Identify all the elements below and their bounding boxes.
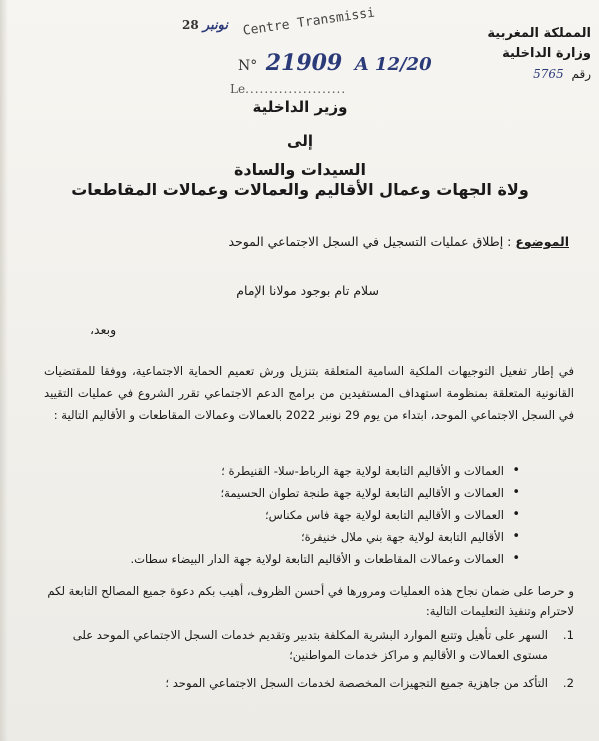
sender-title: وزير الداخلية (252, 98, 348, 116)
subject-line (49, 234, 569, 249)
greeting: سلام تام بوجود مولانا الإمام (236, 283, 379, 298)
instruction-text: التأكد من جاهزية جميع التجهيزات المخصصة لخدمات السجل الاجتماعي الموحد ؛ (165, 676, 548, 690)
stamp-le-label: Le (230, 82, 246, 96)
list-item (44, 625, 574, 665)
instructions-intro: و حرصا على ضمان نجاح هذه العمليات ومرورها في أحسن الظروف، أهيب بكم دعوة جميع المصالح التابعة لكم لاحترام وتنفيذ التعليمات التالية: (47, 584, 574, 618)
list-item: • العمالات و الأقاليم التابعة لولاية جهة فاس مكناس؛ (40, 504, 520, 526)
list-item: • الأقاليم التابعة لولاية جهة بني ملال خنيفرة؛ (40, 526, 520, 548)
after-greeting: وبعد، (90, 322, 117, 337)
list-item: • العمالات و الأقاليم التابعة لولاية جهة الرباط-سلا- القنيطرة ؛ (40, 460, 520, 482)
letterhead (481, 24, 591, 84)
stamp-number-hand: 21909 (265, 50, 343, 76)
reference-label: رقم (571, 67, 591, 81)
recipient-salutation: السيدات والسادة (233, 160, 367, 179)
stamp-date (182, 18, 234, 33)
list-item (44, 673, 574, 693)
stamp-date-day: 28 (182, 18, 199, 32)
list-item: • العمالات وعمالات المقاطعات و الأقاليم التابعة لولاية جهة الدار البيضاء سطات. (40, 548, 520, 570)
instruction-text: السهر على تأهيل وتتبع الموارد البشرية المكلفة بتدبير وتقديم خدمات السجل الاجتماعي الموحد على مستوى العمالات و الأقاليم و مراكز خدمات المواطنين؛ (72, 628, 548, 662)
regions-list (40, 460, 520, 570)
instruction-number: 1. (562, 628, 574, 642)
stamp-number-hand-2: A 12/20 (354, 54, 432, 75)
recipient-list: ولاة الجهات وعمال الأقاليم والعمالات وعمالات المقاطعات (71, 180, 529, 199)
ministry-name: وزارة الداخلية (502, 46, 591, 61)
reference-number (481, 64, 591, 84)
stamp-number (238, 50, 432, 76)
list-item: • العمالات و الأقاليم التابعة لولاية جهة طنجة تطوان الحسيمة؛ (40, 482, 520, 504)
stamp-date-month: نونبر (202, 18, 228, 33)
stamp-le: Le..................... (230, 82, 347, 96)
stamp-center-label: Centre Transmissi (242, 5, 376, 39)
recipient-to: إلى (287, 132, 313, 150)
kingdom-name: المملكة المغربية (487, 26, 591, 41)
page-fold-shadow (0, 0, 8, 741)
stamp-number-prefix: N° (238, 58, 258, 74)
instruction-number: 2. (562, 676, 574, 690)
body-paragraph: في إطار تفعيل التوجيهات الملكية السامية المتعلقة بتنزيل ورش تعميم الحماية الاجتماعية، ووفقا للمقتضيات القانونية المتعلقة بمنظومة استهداف المستفيدين من برامج الدعم الاجتماعي تقرر الشروع في عمليات التقييد في السجل الاجتماعي الموحد، ابتداء من يوم 29 نونبر 2022 بالعمالات وعمالات المقاطعات و الأقاليم التالية : (44, 364, 574, 422)
reference-value: 5765 (533, 67, 564, 81)
subject-text: : إطلاق عمليات التسجيل في السجل الاجتماعي الموحد (228, 234, 512, 249)
subject-label: الموضوع (515, 234, 569, 249)
instructions-list (44, 625, 574, 701)
